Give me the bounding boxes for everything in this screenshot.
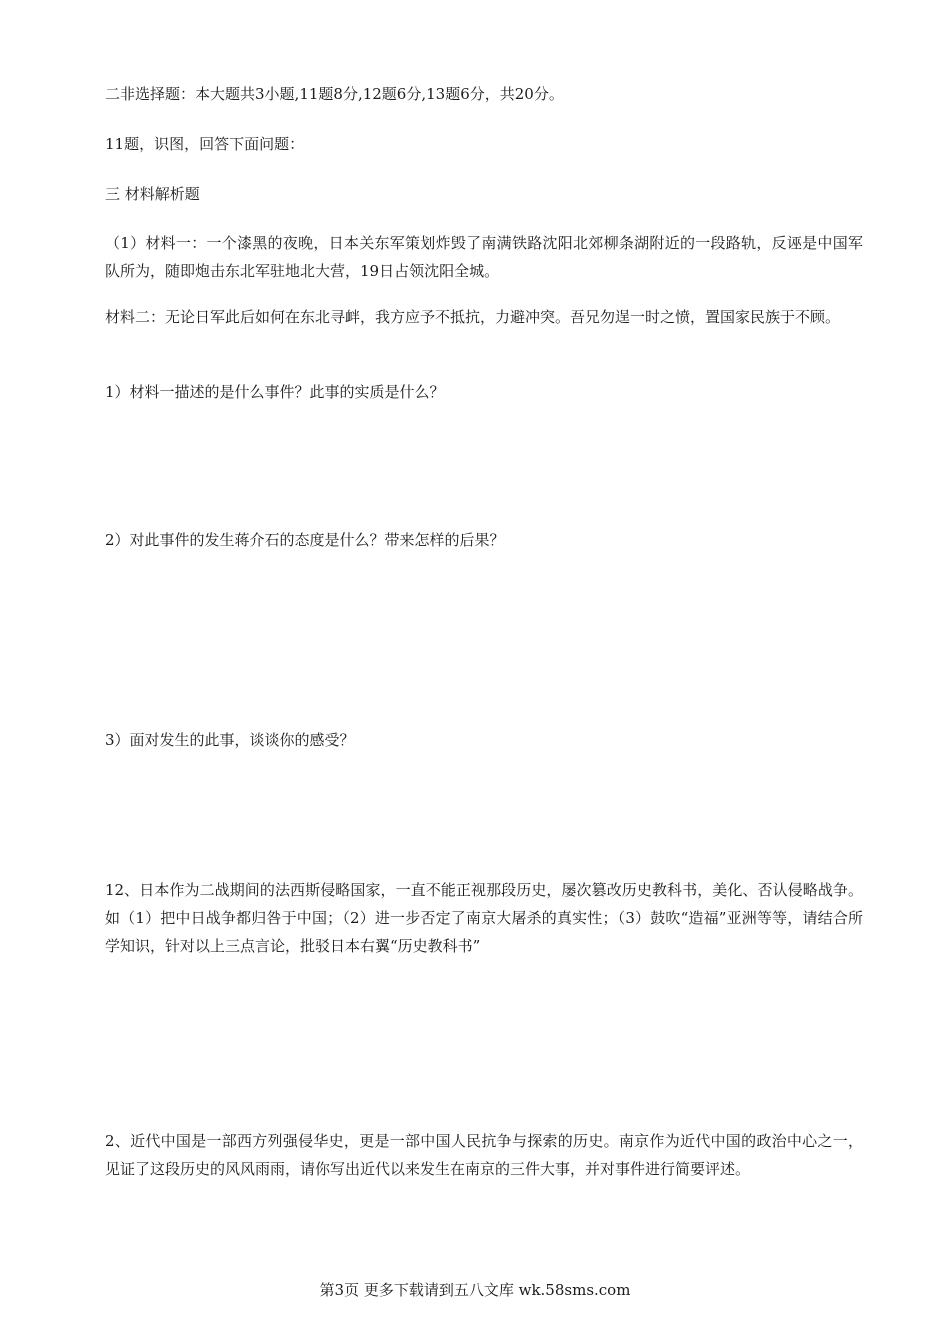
- material-one-paragraph: （1）材料一：一个漆黑的夜晚，日本关东军策划炸毁了南满铁路沈阳北郊柳条湖附近的一段路轨，反诬是中国军队所为，随即炮击东北军驻地北大营，19日占领沈阳全城。: [105, 234, 863, 280]
- sub-question-2: 2）对此事件的发生蒋介石的态度是什么？带来怎样的后果？: [105, 531, 505, 549]
- page-footer: 第3页 更多下载请到五八文库 wk.58sms.com: [319, 1281, 631, 1299]
- section-three-header: 三 材料解析题: [105, 185, 200, 203]
- material-two-paragraph: 材料二：无论日军此后如何在东北寻衅，我方应予不抵抗，力避冲突。吾兄勿逞一时之愤，置国家民族于不顾。: [105, 308, 841, 326]
- sub-question-3: 3）面对发生的此事，谈谈你的感受？: [105, 731, 355, 749]
- sub-question-1: 1）材料一描述的是什么事件？此事的实质是什么？: [105, 383, 445, 401]
- question-11-intro: 11题，识图，回答下面问题：: [105, 135, 305, 153]
- question-12-paragraph: 12、日本作为二战期间的法西斯侵略国家，一直不能正视那段历史，屡次篡改历史教科书，美化、否认侵略战争。如（1）把中日战争都归咎于中国；（2）进一步否定了南京大屠杀的真实性；（3）鼓吹“造福”亚洲等等，请结合所学知识，针对以上三点言论，批驳日本右翼“历史教科书”: [105, 881, 863, 955]
- question-2-paragraph: 2、近代中国是一部西方列强侵华史，更是一部中国人民抗争与探索的历史。南京作为近代中国的政治中心之一，见证了这段历史的风风雨雨，请你写出近代以来发生在南京的三件大事，并对事件进行简要评述。: [105, 1132, 863, 1178]
- section-two-header: 二非选择题：本大题共3小题,11题8分,12题6分,13题6分，共20分。: [105, 85, 564, 103]
